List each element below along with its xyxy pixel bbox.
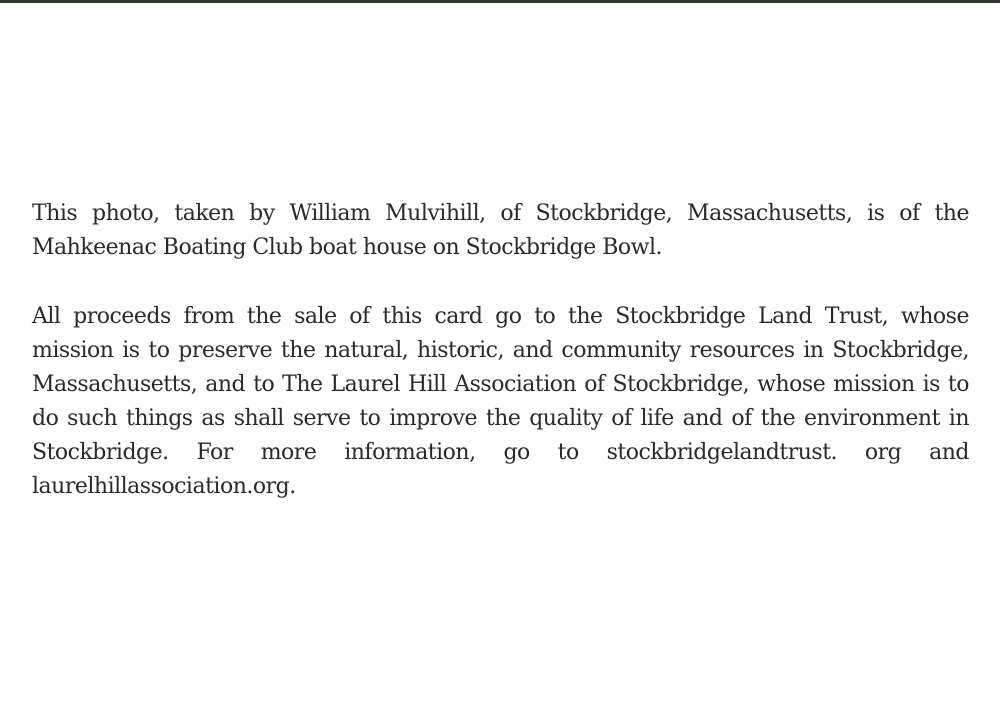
proceeds-paragraph: All proceeds from the sale of this card go to the Stockbridge Land Trust, whose mission is to preserve the natural, historic, and community resources in Stockbridge, Massachusetts, and to The Laurel Hill Association of Stockbridge, whose mission is to do such things as shall serve to improve the quality of life and of the environment in Stockbridge. For more information, go to stockbridgelandtrust. org and laurelhillassociation.org. (32, 304, 969, 499)
card-back-text (32, 197, 969, 504)
photo-edge-strip (0, 0, 1000, 3)
photo-credit-paragraph: This photo, taken by William Mulvihill, of Stockbridge, Massachusetts, is of the Mahkeenac Boating Club boat house on Stockbridge Bowl. (32, 201, 969, 260)
